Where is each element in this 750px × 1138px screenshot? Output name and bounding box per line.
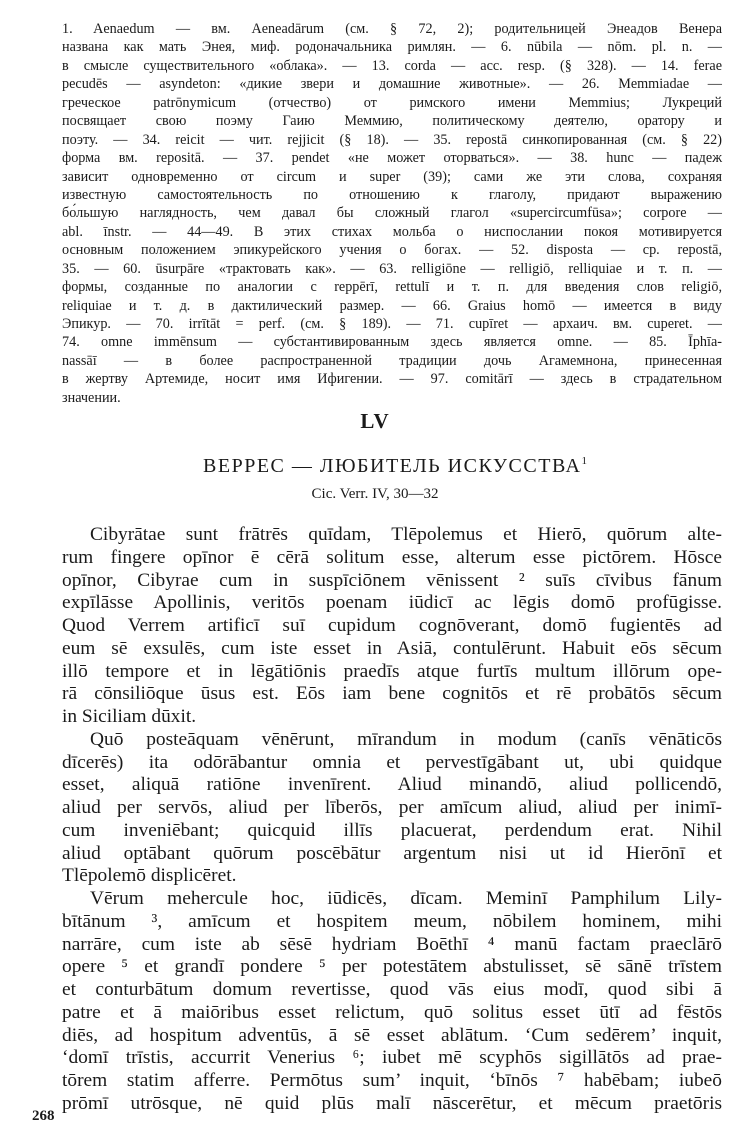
commentary-line: nassāī — в более распространенной традиции дочь Агамемнона, принесенная (62, 352, 722, 369)
commentary-line: значении. (62, 389, 121, 406)
commentary-line: pecudēs — asyndeton: «дикие звери и домашние животные». — 26. Memmiadae — (62, 76, 722, 93)
main-text-line: rum fingere opīnor ē cērā solitum esse, alterum esse pictōrem. Hōsce (62, 546, 722, 568)
main-text-line: opere ⁵ et grandī pondere ⁵ per potestātem abstulisset, sē sānē trīstem (62, 956, 722, 978)
commentary-line: abl. īnstr. — 44—49. В этих стихах мольба о ниспослании покоя мотивируется (62, 223, 722, 240)
main-text-line: Quō posteāquam vēnērunt, mīrandum in modum (canīs vēnāticōs (90, 728, 722, 750)
main-text-line: eum sē exsulēs, cum iste esset in Asiā, contulērunt. Habuit eōs sēcum (62, 637, 722, 659)
main-text-line: narrāre, cum iste ab sēsē hydriam Boēthī ⁴ manū factam praeclārō (62, 933, 722, 955)
main-text-line: Tlēpolemō displicēret. (62, 865, 237, 887)
commentary-line: форма вм. repositā. — 37. pendet «не может оторваться». — 38. hunc — падеж (62, 150, 722, 167)
main-text-line: esset, aliquā ratiōne invenīrent. Aliud minandō, aliud pollicendō, (62, 774, 722, 796)
commentary-line: поэту. — 34. reicit — чит. rejjicit (§ 18). — 35. repostā синкопированная (см. § 22) (62, 131, 722, 148)
latin-main-text (62, 524, 722, 1116)
commentary-line: в смысле существительного «облака». — 13. corda — acc. resp. (§ 328). — 14. ferae (62, 57, 722, 74)
main-text-line: Quod Verrem artificī suī cupidum cognōverant, domō fugientēs ad (62, 615, 722, 636)
section-title-text: ВЕРРЕС — ЛЮБИТЕЛЬ ИСКУССТВА (203, 455, 582, 477)
main-text-line: bītānum ³, amīcum et hospitem meum, nōbilem hominem, mihi (62, 910, 722, 932)
main-text-line: aliud optābant quōrum poscēbātur argentum nisi ut id Hierōnī et (62, 842, 722, 864)
main-text-line: illō tempore et in lēgātiōnis praedīs atque furtīs multum illōrum ope- (62, 660, 722, 682)
commentary-line: греческое patrōnymicum (отчество) от римского имени Memmius; Лукреций (62, 94, 722, 111)
section-source: Cic. Verr. IV, 30—32 (311, 486, 439, 502)
commentary-line: 35. — 60. ūsurpāre «трактовать как». — 63. relligiōne — relligiō, relliquiae и т. п. — (62, 260, 722, 277)
commentary-line: reliquiae и т. д. в дактилический размер. — 66. Graius homō — имеется в виду (62, 297, 722, 314)
commentary-line: основным положением эпикурейского учения о богах. — 52. disposta — ср. repostā, (62, 242, 722, 259)
commentary-line: 74. omne immēnsum — субстантивированным здесь является omne. — 85. Īphīa- (62, 334, 722, 351)
page-number: 268 (32, 1108, 55, 1124)
section-number: LV (360, 409, 390, 433)
main-text-line: expīlāsse Apollinis, veritōs poenam iūdicī ac lēgis domō profūgisse. (62, 592, 722, 614)
commentary-line: в жертву Артемиде, носит имя Ифигении. — 97. comitārī — здесь в страдательном (62, 371, 722, 388)
commentary-line: 1. Aenaedum — вм. Aeneadārum (см. § 72, 2); родительницей Энеадов Венера (62, 21, 722, 37)
main-text-line: Cibyrātae sunt frātrēs quīdam, Tlēpolemus et Hierō, quōrum alte- (90, 524, 722, 545)
main-text-line: in Siciliam dūxit. (62, 706, 197, 727)
commentary-notes (62, 20, 722, 407)
commentary-line: посвящает свою поэму Гаию Меммию, политическому деятелю, оратору и (62, 113, 722, 130)
main-text-line: prōmī utrōsque, nē quid plūs malī nāscerētur, et mēcum praetōris (62, 1092, 722, 1114)
commentary-line: известную самостоятельность по отношению к глаголу, придают выражению (62, 186, 722, 203)
main-text-line: et conturbātum domum revertisse, quod vās eius modī, quod sibi ā (62, 979, 722, 1000)
main-text-line: diēs, ad hospitum adventūs, ā sē esset ablātum. ‘Cum sedērem’ inquit, (62, 1024, 722, 1046)
commentary-line: Эпикур. — 70. irrītāt = perf. (см. § 189). — 71. cupīret — архаич. вм. cuperet. — (62, 316, 722, 332)
section-title-footnote-marker: 1 (581, 455, 587, 467)
main-text-line: opīnor, Cibyrae cum in suspīciōnem vēnissent ² suīs cīvibus fānum (62, 569, 722, 591)
commentary-line: названа как мать Энея, миф. родоначальника римлян. — 6. nūbila — nōm. pl. n. — (62, 39, 722, 56)
main-text-line: patre et ā maiōribus esset relictum, quō solitus esset ūtī ad fēstōs (62, 1001, 722, 1023)
main-text-line: dīcerēs) ita odōrābantur omnia et pervestīgābant ut, ubi quidque (62, 751, 722, 773)
main-text-line: ‘domī trīstis, accurrit Venerius ⁶; iubet mē scyphōs sigillātōs ad prae- (62, 1047, 722, 1069)
main-text-line: tōrem statim afferre. Permōtus sum’ inquit, ‘bīnōs ⁷ habēbam; iubeō (62, 1070, 722, 1091)
main-text-line: cum inveniēbant; quicquid illīs placuerat, perdendum erat. Nihil (62, 819, 722, 841)
main-text-line: Vērum mehercule hoc, iūdicēs, dīcam. Meminī Pamphilum Lily- (90, 888, 722, 909)
commentary-line: формы, созданные по аналогии с reppērī, rettulī и т. п. для введения слов religiō, (62, 279, 722, 296)
section-title (0, 455, 750, 478)
main-text-line: aliud per servōs, aliud per līberōs, per amīcum aliud, aliud per inimī- (62, 797, 722, 818)
commentary-line: зависит одновременно от circum и super (39); сами же эти слова, сохраняя (62, 168, 722, 185)
main-text-line: rā cōnsiliōque ūsus est. Eōs iam bene cognitōs et rē probātōs sēcum (62, 683, 722, 705)
commentary-line: бо́льшую наглядность, чем давал бы сложный глагол «supercircumfūsa»; corpore — (62, 205, 722, 222)
